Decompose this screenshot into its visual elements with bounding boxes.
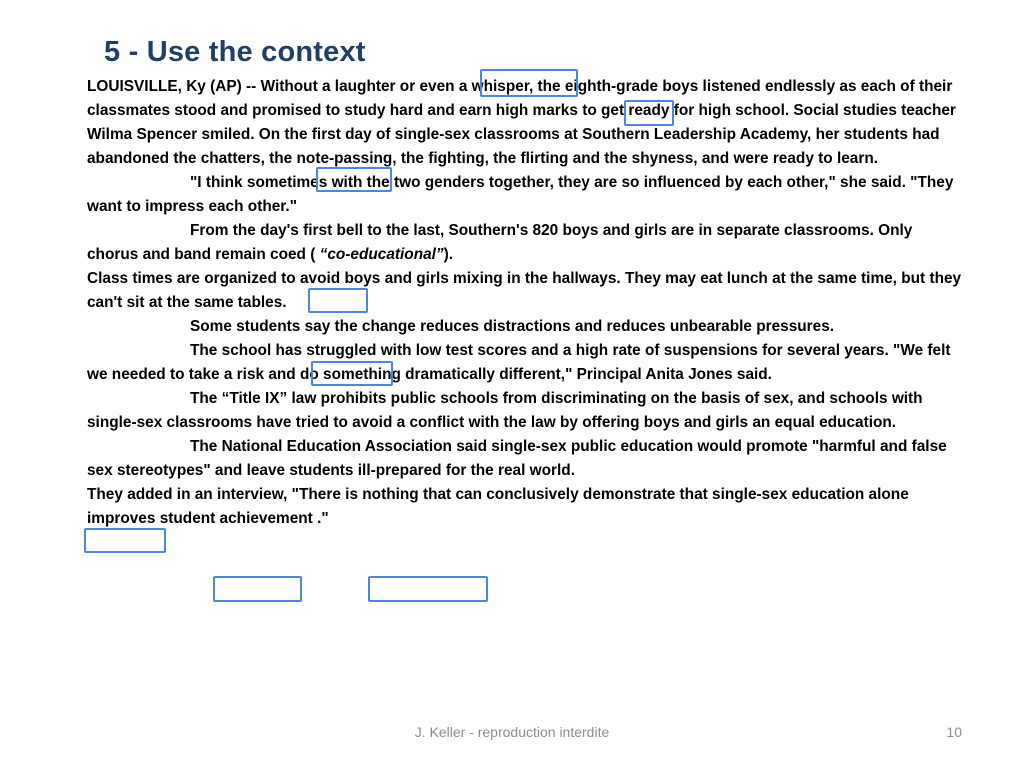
- paragraph-6: [87, 339, 967, 387]
- paragraph-9: They added in an interview, "There is nothing that can conclusively demonstrate that single-sex education alone improves student achievement .": [87, 486, 909, 527]
- highlight-box-achievement: [368, 576, 488, 602]
- slide-title: 5 - Use the context: [104, 36, 366, 68]
- highlight-box-harmful: [84, 528, 166, 553]
- article-text: [87, 75, 967, 531]
- paragraph-8: [87, 435, 967, 483]
- paragraph-8-text: The National Education Association said single-sex public education would promote "harmful and false sex stereotypes" and leave students ill-prepared for the real world.: [87, 438, 947, 479]
- paragraph-4: Class times are organized to avoid boys and girls mixing in the hallways. They may eat lunch at the same time, but they can't sit at the same tables.: [87, 270, 962, 311]
- highlight-box-improves: [213, 576, 302, 602]
- paragraph-6-text: The school has struggled with low test scores and a high rate of suspensions for several years. "We felt we needed to take a risk and do something dramatically different," Principal Anita Jones said.: [87, 342, 951, 383]
- paragraph-5: [87, 315, 967, 339]
- paragraph-3-text: From the day's first bell to the last, Southern's 820 boys and girls are in separate classrooms. Only chorus and band remain coed (: [87, 222, 913, 263]
- paragraph-2: [87, 171, 967, 219]
- paragraph-1: LOUISVILLE, Ky (AP) -- Without a laughter or even a whisper, the eighth-grade boys listened endlessly as each of their classmates stood and promised to study hard and earn high marks to get ready for high school. Social studies teacher Wilma Spencer smiled. On the first day of single-sex classrooms at Southern Leadership Academy, her students had abandoned the chatters, the note-passing, the fighting, the flirting and the shyness, and were ready to learn.: [87, 78, 956, 167]
- slide-footer: J. Keller - reproduction interdite: [414, 724, 610, 740]
- paragraph-3: [87, 219, 967, 267]
- coed-definition: “co-educational”: [319, 246, 444, 263]
- paragraph-7-text: The “Title IX” law prohibits public schools from discriminating on the basis of sex, and schools with single-sex classrooms have tried to avoid a conflict with the law by offering boys and girls an equal education.: [87, 390, 923, 431]
- paragraph-2-text: "I think sometimes with the two genders together, they are so influenced by each other," she said. "They want to impress each other.": [87, 174, 954, 215]
- paragraph-3-end: ).: [443, 246, 454, 263]
- page-number: 10: [946, 724, 962, 740]
- paragraph-7: [87, 387, 967, 435]
- paragraph-5-text: Some students say the change reduces distractions and reduces unbearable pressures.: [190, 318, 835, 335]
